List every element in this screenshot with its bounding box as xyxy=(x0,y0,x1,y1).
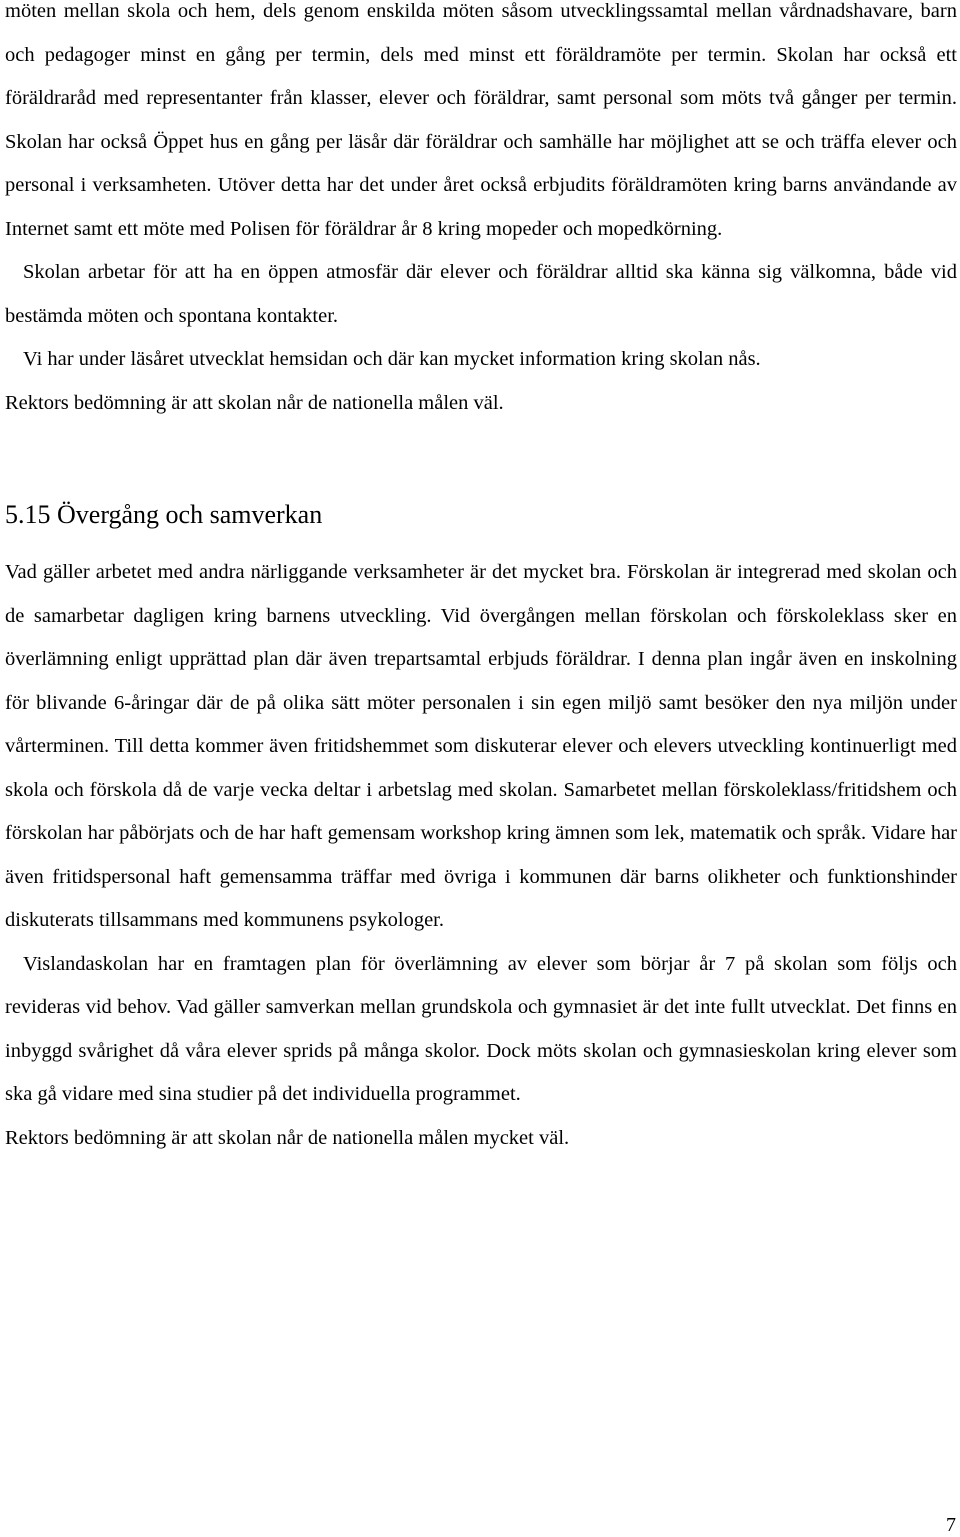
document-page xyxy=(5,0,957,1160)
paragraph-principal-assessment-1: Rektors bedömning är att skolan når de nationella målen väl. xyxy=(5,391,504,414)
paragraph-transition-cooperation: Vad gäller arbetet med andra närliggande verksamheter är det mycket bra. Förskolan är integrerad med skolan och de samarbetar dagligen kring barnens utveckling. Vid övergången mellan förskolan och förskoleklass sker en överlämning enligt upprättad plan där även trepartsamtal erbjuds föräldrar. I denna plan ingår även en inskolning för blivande 6-åringar där de på olika sätt möter personalen i sin egen miljö samt besöker den nya miljön under vårterminen. Till detta kommer även fritidshemmet som diskuterar elever och elevers utveckling kontinuerligt med skola och förskola då de varje vecka deltar i arbetslag med skolan. Samarbetet mellan förskoleklass/fritidshem och förskolan har påbörjats och de har haft gemensam workshop kring ämnen som lek, matematik och språk. Vidare har även fritidspersonal haft gemensamma träffar med övriga i kommunen där barns olikheter och funktionshinder diskuterats tillsammans med kommunens psykologer. xyxy=(5,561,957,931)
paragraph-open-atmosphere: Skolan arbetar för att ha en öppen atmosfär där elever och föräldrar alltid ska känna sig välkomna, både vid bestämda möten och spontana kontakter. xyxy=(5,261,957,327)
paragraph-handover-plan: Vislandaskolan har en framtagen plan för överlämning av elever som börjar år 7 på skolan som följs och revideras vid behov. Vad gäller samverkan mellan grundskola och gymnasiet är det inte fullt utvecklat. Det finns en inbyggd svårighet då våra elever sprids på många skolor. Dock möts skolan och gymnasieskolan kring elever som ska gå vidare med sina studier på det individuella programmet. xyxy=(5,952,957,1105)
section-heading: 5.15 Övergång och samverkan xyxy=(5,500,323,529)
paragraph-website: Vi har under läsåret utvecklat hemsidan och där kan mycket information kring skolan nås. xyxy=(23,348,761,370)
page-number: 7 xyxy=(946,1514,956,1536)
paragraph-principal-assessment-2: Rektors bedömning är att skolan når de nationella målen mycket väl. xyxy=(5,1126,570,1149)
paragraph-school-home-meetings: möten mellan skola och hem, dels genom enskilda möten såsom utvecklingssamtal mellan vårdnadshavare, barn och pedagoger minst en gång per termin, dels med minst ett föräldramöte per termin. Skolan har också ett föräldraråd med representanter från klasser, elever och föräldrar, samt personal som möts två gånger per termin. Skolan har också Öppet hus en gång per läsår där föräldrar och samhälle har möjlighet att se och träffa elever och personal i verksamheten. Utöver detta har det under året också erbjudits föräldramöten kring barns användande av Internet samt ett möte med Polisen för föräldrar år 8 kring mopeder och mopedkörning. xyxy=(5,0,957,240)
